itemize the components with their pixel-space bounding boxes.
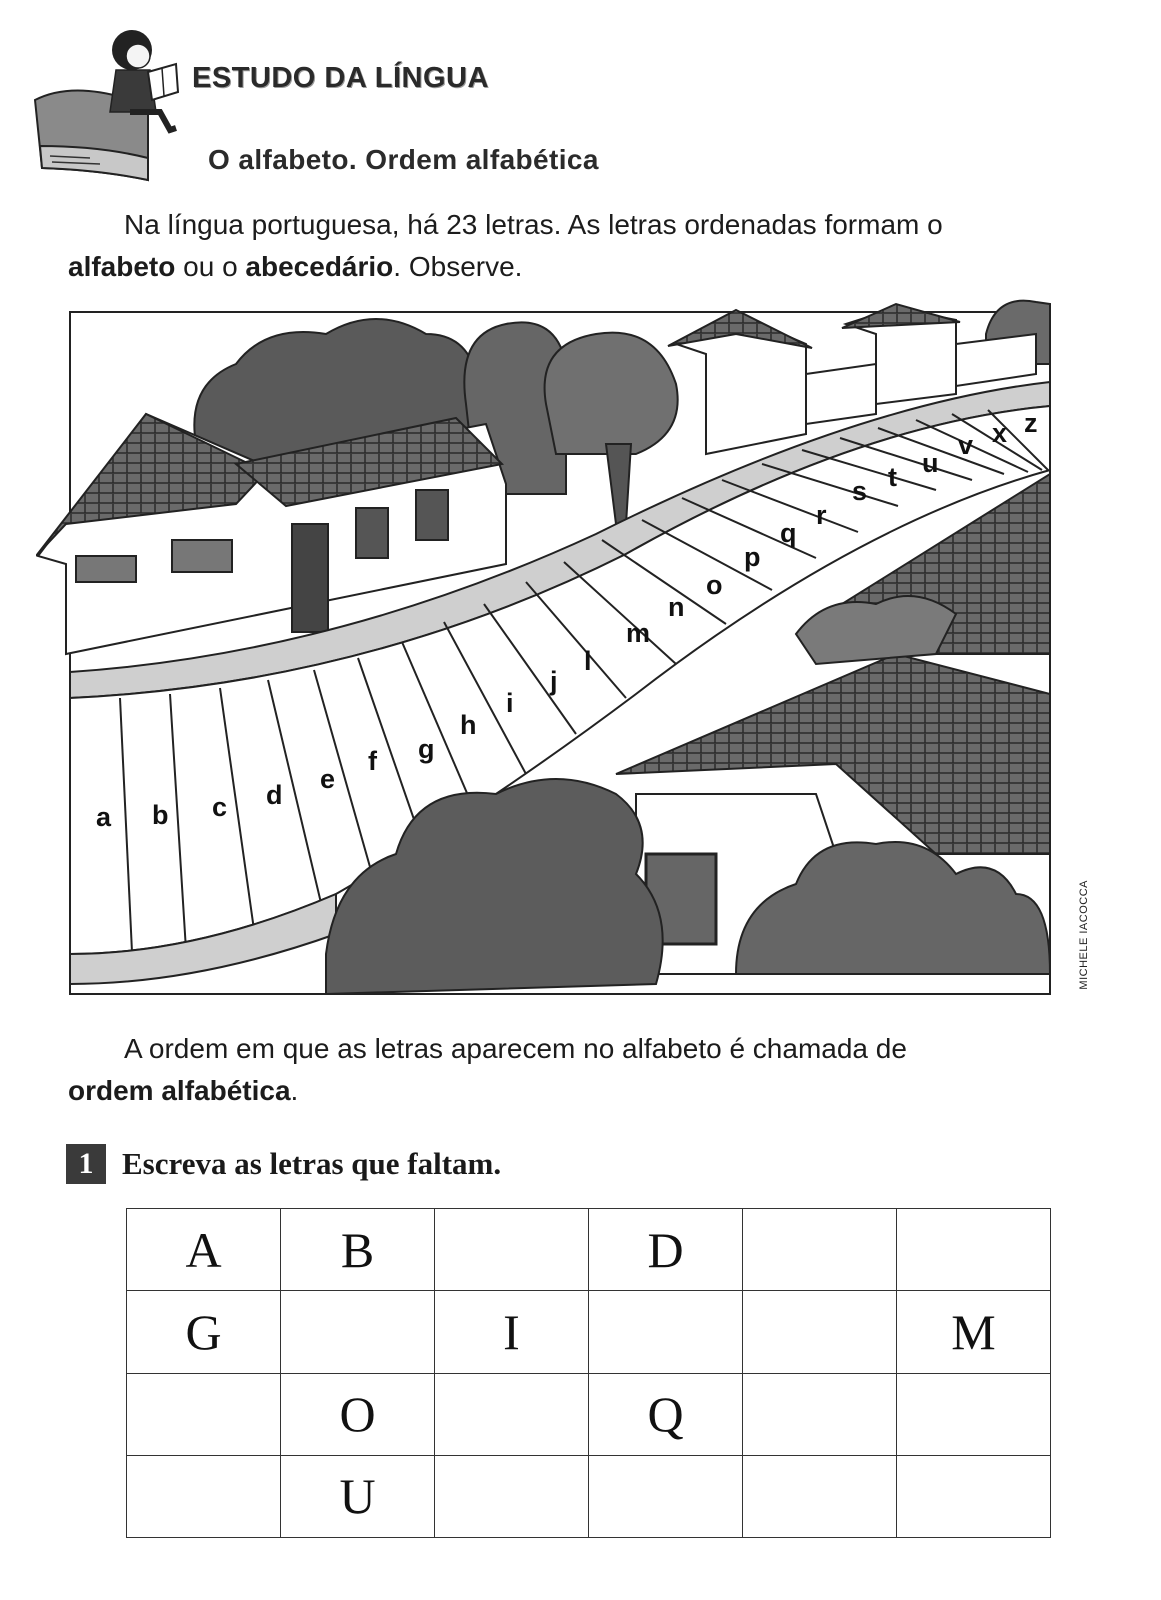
missing-letters-grid xyxy=(126,1208,1051,1538)
street-letter-j: j xyxy=(550,666,558,696)
grid-row xyxy=(127,1209,1051,1291)
street-letter-l: l xyxy=(584,646,592,676)
order-bold-ordem-alfabetica: ordem alfabética xyxy=(68,1075,291,1106)
grid-cell: U xyxy=(281,1455,435,1537)
street-letter-b: b xyxy=(152,800,169,830)
grid-cell[interactable] xyxy=(897,1373,1051,1455)
grid-row xyxy=(127,1373,1051,1455)
intro-text-1: Na língua portuguesa, há 23 letras. As letras ordenadas formam o xyxy=(124,209,943,240)
girl-reading-on-book-icon xyxy=(30,20,190,190)
exercise-instruction: Escreva as letras que faltam. xyxy=(122,1146,502,1181)
grid-cell[interactable] xyxy=(897,1209,1051,1291)
house xyxy=(806,364,876,424)
grid-cell[interactable] xyxy=(743,1209,897,1291)
street-letter-x: x xyxy=(992,418,1008,448)
grid-cell[interactable] xyxy=(281,1291,435,1373)
order-text-2: . xyxy=(290,1075,299,1106)
street-letter-i: i xyxy=(506,688,514,718)
street-letter-s: s xyxy=(852,476,868,506)
grid-cell[interactable] xyxy=(743,1373,897,1455)
grid-cell[interactable] xyxy=(743,1291,897,1373)
intro-bold-alfabeto: alfabeto xyxy=(68,251,176,282)
order-text-1: A ordem em que as letras aparecem no alfabeto é chamada de xyxy=(124,1033,907,1064)
street-letter-v: v xyxy=(958,430,974,460)
grid-cell: Q xyxy=(589,1373,743,1455)
street-letter-t: t xyxy=(888,462,897,492)
order-paragraph xyxy=(68,1028,1068,1112)
street-letter-n: n xyxy=(668,592,685,622)
grid-cell[interactable] xyxy=(127,1373,281,1455)
exercise-number-badge: 1 xyxy=(66,1144,106,1184)
section-title: ESTUDO DA LÍNGUA xyxy=(192,62,489,94)
grid-cell: I xyxy=(435,1291,589,1373)
window xyxy=(356,508,388,558)
illustrator-credit: MICHELE IACOCCA xyxy=(1078,880,1090,990)
grid-cell[interactable] xyxy=(589,1455,743,1537)
window xyxy=(76,556,136,582)
street-letter-d: d xyxy=(266,780,283,810)
street-letter-e: e xyxy=(320,764,336,794)
tree xyxy=(545,333,678,454)
street-letter-q: q xyxy=(780,518,797,548)
intro-paragraph xyxy=(68,204,1068,288)
grid-cell[interactable] xyxy=(435,1209,589,1291)
street-letter-g: g xyxy=(418,734,435,764)
grid-cell[interactable] xyxy=(435,1455,589,1537)
street-letter-a: a xyxy=(96,802,112,832)
grid-cell[interactable] xyxy=(435,1373,589,1455)
grid-row xyxy=(127,1291,1051,1373)
grid-cell[interactable] xyxy=(127,1455,281,1537)
grid-cell: B xyxy=(281,1209,435,1291)
street-letter-c: c xyxy=(212,792,228,822)
street-letter-p: p xyxy=(744,542,761,572)
grid-cell[interactable] xyxy=(743,1455,897,1537)
grid-cell[interactable] xyxy=(589,1291,743,1373)
window xyxy=(172,540,232,572)
street-letter-r: r xyxy=(816,500,827,530)
intro-text-2: ou o xyxy=(175,251,246,282)
lesson-subtitle: O alfabeto. Ordem alfabética xyxy=(208,144,599,175)
street-letter-z: z xyxy=(1024,408,1038,438)
grid-cell: M xyxy=(897,1291,1051,1373)
grid-cell: O xyxy=(281,1373,435,1455)
street-letter-u: u xyxy=(922,448,939,478)
grid-cell: D xyxy=(589,1209,743,1291)
street-letter-h: h xyxy=(460,710,477,740)
street-letter-f: f xyxy=(368,746,377,776)
street-letter-o: o xyxy=(706,570,723,600)
grid-cell[interactable] xyxy=(897,1455,1051,1537)
intro-text-3: . Observe. xyxy=(393,251,523,282)
window xyxy=(416,490,448,540)
street-letter-m: m xyxy=(626,618,651,648)
grid-cell: G xyxy=(127,1291,281,1373)
alphabet-street-illustration xyxy=(36,294,1076,1014)
intro-bold-abecedario: abecedário xyxy=(245,251,394,282)
grid-cell: A xyxy=(127,1209,281,1291)
door xyxy=(292,524,328,632)
grid-row xyxy=(127,1455,1051,1537)
